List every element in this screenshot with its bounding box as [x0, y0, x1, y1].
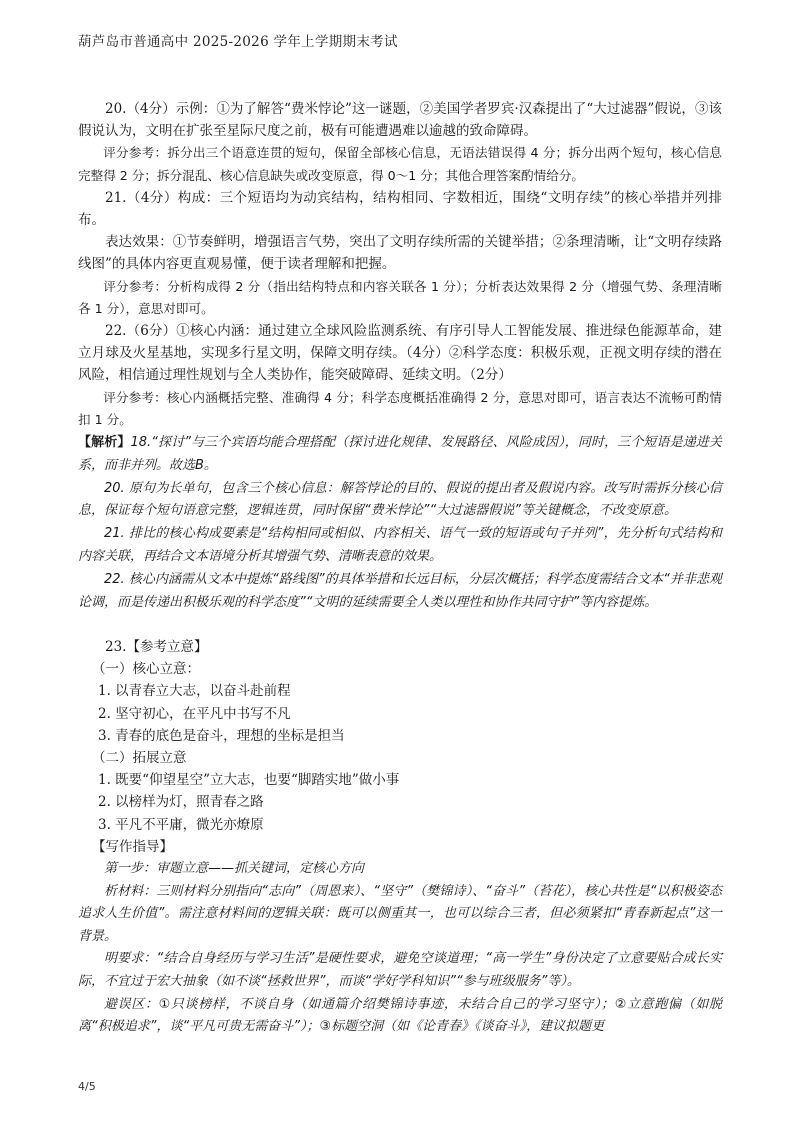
core-heading: （一）核心立意： — [92, 661, 200, 678]
answer-22: 22.（6分）①核心内涵：通过建立全球风险监测系统、有序引导人工智能发展、推进绿色能源革命，建立月球及火星基地，实现多行星文明，保障文明存续。（4分）②科学态度：积极乐观，正视文明存续的潜在风险，相信通过理性规划与全人类协作，能突破障碍、延续文明。（2分） — [78, 323, 722, 384]
ext-item: 1. 既要“仰望星空”立大志，也要“脚踏实地”做小事 — [98, 772, 400, 789]
guide-pitfalls: 避误区：①只谈榜样，不谈自身（如通篇介绍樊锦诗事迹，未结合自己的学习坚守）；②立意跑偏（如脱离“积极追求”，谈“平凡可贵无需奋斗”）；③标题空洞（如《论青春》《谈奋斗》，建议拟题更 — [78, 996, 722, 1035]
guide-step: 第一步：审题立意——抓关键词，定核心方向 — [104, 861, 365, 877]
answer-20: 20.（4分）示例：①为了解答“费米悖论”这一谜题，②美国学者罗宾·汉森提出了“大过滤器”假说，③该假说认为，文明在扩张至星际尺度之前，极有可能遭遇难以逾越的致命障碍。 — [78, 101, 722, 140]
analysis-lead: 【解析】 — [78, 435, 131, 451]
ext-heading: （二）拓展立意 — [92, 750, 187, 767]
score-ref-20: 评分参考：拆分出三个语意连贯的短句，保留全部核心信息，无语法错误得 4 分；拆分出两个短句，核心信息完整得 2 分；拆分混乱、核心信息缺失或改变原意，得 0～1 分；其他合理答案酌情给分。 — [78, 145, 722, 183]
guide-heading: 【写作指导】 — [92, 838, 173, 855]
analysis-18-text: 18.“探讨”与三个宾语均能合理搭配（探讨进化规律、发展路径、风险成因），同时，三个短语是递进关系，而非并列。故选B。 — [78, 435, 722, 473]
ext-item: 3. 平凡不平庸，微光亦燎原 — [98, 816, 264, 833]
answer-section — [78, 98, 722, 614]
core-item: 1. 以青春立大志，以奋斗赴前程 — [98, 683, 291, 700]
question-23-section — [78, 636, 722, 1039]
writing-guide — [78, 858, 722, 1039]
page-header: 葫芦岛市普通高中 2025-2026 学年上学期期末考试 — [78, 34, 398, 50]
analysis-20: 20. 原句为长单句，包含三个核心信息：解答悖论的目的、假说的提出者及假说内容。改写时需拆分核心信息，保证每个短句语意完整，逻辑连贯，同时保留“费米悖论”“大过滤器假说”等关键概念，不改变原意。 — [78, 480, 722, 519]
core-item: 2. 坚守初心，在平凡中书写不凡 — [98, 705, 291, 722]
answer-list — [78, 98, 722, 431]
page-number: 4/5 — [78, 1080, 96, 1093]
ext-item: 2. 以榜样为灯，照青春之路 — [98, 794, 264, 811]
analysis-22: 22. 核心内涵需从文本中提炼“路线图”的具体举措和长远目标，分层次概括；科学态度需结合文本“并非悲观论调，而是传递出积极乐观的科学态度”“文明的延续需要全人类以理性和协作共同守护”等内容提炼。 — [78, 571, 722, 610]
q23-title: 23.【参考立意】 — [105, 639, 208, 655]
score-ref-21: 评分参考：分析构成得 2 分（指出结构特点和内容关联各 1 分）；分析表达效果得 2 分（增强气势、条理清晰各 1 分），意思对即可。 — [78, 278, 722, 316]
analysis-21: 21. 排比的核心构成要素是“结构相同或相似、内容相关、语气一致的短语或句子并列”，先分析句式结构和内容关联，再结合文本语境分析其增强气势、清晰表意的效果。 — [78, 526, 722, 565]
score-ref-22: 评分参考：核心内涵概括完整、准确得 4 分；科学态度概括准确得 2 分，意思对即可，语言表达不流畅可酌情扣 1 分。 — [78, 389, 722, 427]
guide-requirement: 明要求：“结合自身经历与学习生活”是硬性要求，避免空谈道理；“高一学生”身份决定了立意要贴合成长实际，不宜过于宏大抽象（如不谈“拯救世界”，而谈“学好学科知识”“参与班级服务”等）。 — [78, 951, 722, 989]
core-item: 3. 青春的底色是奋斗，理想的坐标是担当 — [98, 727, 345, 744]
guide-material: 析材料：三则材料分别指向“志向”（周恩来）、“坚守”（樊锦诗）、“奋斗”（苔花），核心共性是“以积极姿态追求人生价值”。需注意材料间的逻辑关联：既可以侧重其一，也可以综合三者，但必须紧扣“青春新起点”这一背景。 — [78, 883, 722, 944]
analysis-18 — [78, 432, 722, 478]
answer-21-effect: 表达效果：①节奏鲜明，增强语言气势，突出了文明存续所需的关键举措；②条理清晰，让“文明存续路线图”的具体内容更直观易懂，便于读者理解和把握。 — [78, 234, 722, 273]
answer-21-structure: 21.（4分）构成：三个短语均为动宾结构，结构相同、字数相近，围绕“文明存续”的核心举措并列排布。 — [78, 189, 722, 229]
analysis-section — [78, 432, 722, 614]
